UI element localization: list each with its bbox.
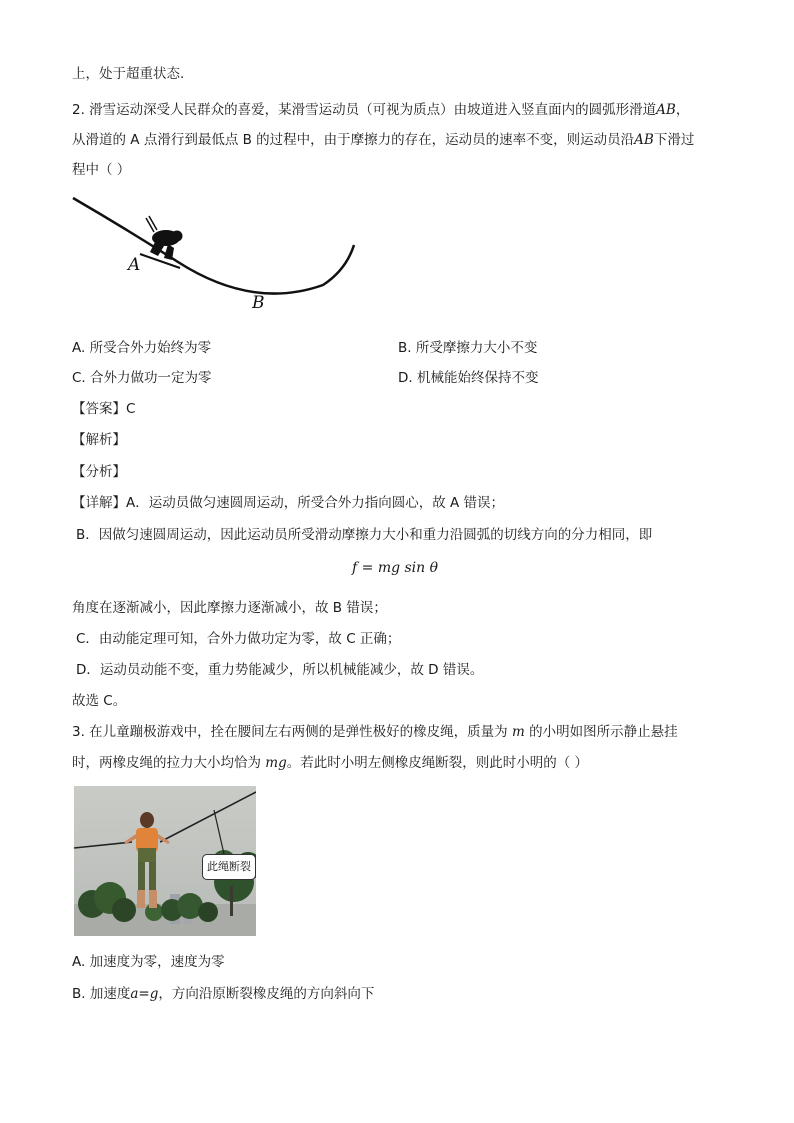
q2-var: AB bbox=[634, 132, 654, 148]
q2-var: AB bbox=[656, 102, 676, 118]
breakdown-label: 【分析】 bbox=[72, 464, 126, 480]
conclusion-text: 故选 C。 bbox=[72, 693, 127, 709]
q3-option-b-text: B. 加速度 bbox=[72, 986, 131, 1002]
point-a-label: A bbox=[128, 255, 141, 275]
q3-stem-line2 bbox=[72, 753, 588, 773]
q2-stem-text: 2. 滑雪运动深受人民群众的喜爱，某滑雪运动员（可视为质点）由坡道进入竖直面内的圆弧形滑道 bbox=[72, 102, 657, 118]
q3-stem-line1 bbox=[72, 722, 678, 742]
q3-option-b-var: a=g bbox=[130, 986, 159, 1002]
q2-option-a[interactable]: A. 所受合外力始终为零 bbox=[72, 340, 212, 356]
detail-line-b: B．因做匀速圆周运动，因此运动员所受滑动摩擦力大小和重力沿圆弧的切线方向的分力相同，即 bbox=[76, 527, 653, 543]
detail-line-a: 【详解】A．运动员做匀速圆周运动，所受合外力指向圆心，故 A 错误； bbox=[72, 495, 505, 511]
q2-stem-line2 bbox=[72, 130, 694, 150]
detail-line-d: D．运动员动能不变，重力势能减少，所以机械能减少，故 D 错误。 bbox=[76, 662, 484, 678]
analysis-label: 【解析】 bbox=[72, 432, 126, 448]
rope-break-callout: 此绳断裂 bbox=[202, 854, 256, 880]
q2-stem-text: ， bbox=[675, 102, 690, 118]
q2-option-d[interactable]: D. 机械能始终保持不变 bbox=[398, 370, 539, 386]
slope-curve bbox=[73, 198, 354, 294]
q2-stem-line3: 程中（ ） bbox=[72, 162, 131, 178]
q3-option-b-text: ，方向沿原断裂橡皮绳的方向斜向下 bbox=[158, 986, 375, 1002]
point-b-label: B bbox=[252, 293, 265, 313]
q3-stem-text: 。若此时小明左侧橡皮绳断裂，则此时小明的（ ） bbox=[286, 755, 589, 771]
q3-var: m bbox=[511, 724, 525, 740]
detail-line-angle: 角度在逐渐减小，因此摩擦力逐渐减小，故 B 错误； bbox=[72, 600, 387, 616]
detail-line-c: C．由动能定理可知，合外力做功定为零，故 C 正确； bbox=[76, 631, 401, 647]
friction-formula: f = mg sin θ bbox=[352, 560, 439, 576]
q2-option-c[interactable]: C. 合外力做功一定为零 bbox=[72, 370, 212, 386]
q3-var: mg bbox=[265, 755, 287, 771]
q2-stem-line1 bbox=[72, 100, 689, 120]
bungee-photo bbox=[74, 786, 256, 936]
q3-stem-text: 的小明如图所示静止悬挂 bbox=[529, 724, 678, 740]
q3-stem-text: 时，两橡皮绳的拉力大小均恰为 bbox=[72, 755, 261, 771]
answer-label: 【答案】C bbox=[72, 401, 136, 417]
q3-option-b[interactable] bbox=[72, 984, 374, 1004]
q3-stem-text: 3. 在儿童蹦极游戏中，拴在腰间左右两侧的是弹性极好的橡皮绳，质量为 bbox=[72, 724, 508, 740]
ski-slope-diagram bbox=[68, 190, 368, 315]
q2-stem-text: 从滑道的 A 点滑行到最低点 B 的过程中，由于摩擦力的存在，运动员的速率不变，则运动员沿 bbox=[72, 132, 635, 148]
q3-option-a[interactable]: A. 加速度为零，速度为零 bbox=[72, 954, 225, 970]
q2-stem-text: 下滑过 bbox=[653, 132, 695, 148]
continuation-text: 上，处于超重状态. bbox=[72, 66, 185, 82]
q2-option-b[interactable]: B. 所受摩擦力大小不变 bbox=[398, 340, 538, 356]
